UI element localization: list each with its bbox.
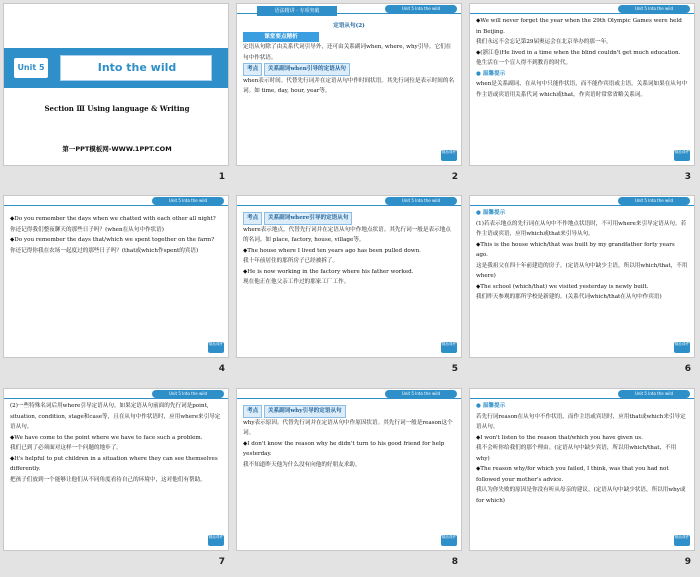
slide-thumb-9[interactable]	[466, 385, 699, 577]
example-line: 我十年前居住的那所房子已经被拆了。	[243, 258, 339, 264]
slide-number: 7	[218, 557, 225, 567]
point-text: when表示时间。代替先行词并在定语从句中作时间状语。其先行词位是表示时间的名词。如 time, day, hour, year等。	[243, 77, 455, 94]
slide-body	[476, 208, 688, 303]
slide-number: 5	[451, 364, 458, 374]
slide-header	[237, 389, 462, 399]
slide-header	[470, 196, 695, 206]
slide-canvas	[469, 388, 695, 551]
example-line: 我不知道昨天他为什么没有向他的好朋友求助。	[243, 461, 361, 468]
point-label: 考点	[243, 212, 262, 225]
example-line: ◆It's helpful to put children in a situation where they can see themselves differently.	[10, 455, 218, 472]
slide-title: Into the wild	[97, 61, 177, 74]
tip-title: ● 温馨提示	[476, 70, 506, 77]
slide-canvas	[236, 195, 462, 358]
point-label: 考点	[243, 405, 262, 418]
slide-thumb-1[interactable]	[0, 0, 233, 192]
tip-title: ● 温馨提示	[476, 210, 506, 216]
example-line: where表示地点。代替先行词并在定语从句中作地点状语。其先行词一般是表示地点的名词。如 place, factory, house, village等。	[243, 226, 451, 243]
badge-icon: 精品课件	[674, 342, 690, 353]
cover-title-box	[60, 55, 212, 81]
kp-bar: 课堂要点精析	[243, 32, 319, 43]
slide-body	[243, 405, 455, 470]
slide-number: 3	[684, 172, 691, 182]
example-line: 这是我祖父在四十年前建造的房子。(定语从句中缺少主语，所以用which/that，不用where)	[476, 262, 688, 279]
example-line: ◆We have come to the point where we have to face such a problem.	[10, 434, 203, 441]
section-tag: 语法精讲 · 专项突破	[257, 6, 337, 16]
example-line: ◆The school (which/that) we visited yesterday is newly built.	[476, 283, 649, 290]
point-title: 关系副词where引导的定语从句	[264, 212, 352, 225]
example-line: 若先行词reason在从句中不作状语，而作主语或宾语时，应用that或which来引导定语从句。	[476, 413, 686, 430]
example-line: why表示原因。代替先行词并在定语从句中作原因状语。其先行词一般是reason这个词。	[243, 419, 453, 436]
slide-canvas	[236, 3, 462, 166]
example-line: 你还记得我们整夜聊天的那些日子吗？(when在从句中作状语)	[10, 226, 164, 233]
slide-thumb-6[interactable]	[466, 192, 699, 384]
slide-header	[4, 196, 229, 206]
slide-canvas	[236, 388, 462, 551]
slide-number: 2	[451, 172, 458, 182]
example-line: 我认为你失败的原因是你没有听从母亲的建议。(定语从句中缺少状语，所以用why或for which)	[476, 487, 686, 504]
slide-thumb-8[interactable]	[233, 385, 466, 577]
slide-thumb-2[interactable]	[233, 0, 466, 192]
example-line: ◆Do you remember the days that/which we spent together on the farm?	[10, 237, 215, 243]
site-text: 第一PPT模板网-WWW.1PPT.COM	[62, 145, 172, 153]
example-line: (2)一些特殊名词后用where引导定语从句。如果定语从句前面的先行词是point, situation, condition, stage和case等，且在从句中作状语时，应用where来引导定语从句。	[10, 403, 221, 430]
example-line: ◆We will never forget the year when the 29th Olympic Games were held in Beijing.	[476, 18, 682, 35]
slide-canvas	[3, 195, 229, 358]
slide-body	[10, 214, 222, 256]
example-line: ◆I won't listen to the reason that/which you have given us.	[476, 434, 643, 441]
badge-icon: 精品课件	[441, 535, 457, 546]
slide-thumb-5[interactable]	[233, 192, 466, 384]
example-line: ◆(浙江卷)He lived in a time when the blind couldn't get much education.	[476, 49, 681, 56]
slide-thumb-4[interactable]	[0, 192, 233, 384]
slide-header	[237, 4, 462, 14]
example-line: 我们昨天参观的那所学校是新建的。(关系代词which/that在从句中作宾语)	[476, 294, 662, 300]
unit-tag: Unit 5 Into the wild	[152, 390, 224, 398]
badge-icon: 精品课件	[208, 535, 224, 546]
badge-icon: 精品课件	[441, 342, 457, 353]
example-line: 他生活在一个盲人得不到教育的时代。	[476, 60, 572, 66]
badge-icon: 精品课件	[674, 535, 690, 546]
badge-icon: 精品课件	[208, 342, 224, 353]
example-line: 我不会听你给我们的那个理由。(定语从句中缺少宾语，所以用which/that，不用why)	[476, 445, 677, 462]
slide-body	[476, 401, 688, 506]
section-subtitle: Section Ⅲ Using language & Writing	[44, 104, 190, 113]
slide-thumb-7[interactable]	[0, 385, 233, 577]
slide-number: 1	[218, 172, 225, 182]
slide-canvas	[3, 388, 229, 551]
example-line: 现在他正在他父亲工作过的那家工厂工作。	[243, 279, 350, 285]
slide-number: 8	[451, 557, 458, 567]
point-title: 关系副词when引导的定语从句	[264, 63, 350, 76]
kp-title: 定语从句(2)	[333, 23, 365, 29]
slide-body	[243, 21, 455, 97]
example-line: 把孩子们放到一个能够让他们从不同角度看待自己的环境中，这对他们有帮助。	[10, 476, 206, 483]
unit-label: Unit 5	[14, 58, 48, 78]
point-title: 关系副词why引导的定语从句	[264, 405, 346, 418]
slide-canvas	[469, 195, 695, 358]
example-line: ◆This is the house which/that was built by my grandfather forty years ago.	[476, 241, 675, 258]
slide-header	[470, 389, 695, 399]
slide-canvas	[469, 3, 695, 166]
badge-icon: 精品课件	[441, 150, 457, 161]
badge-icon: 精品课件	[674, 150, 690, 161]
slide-number: 6	[684, 364, 691, 374]
example-line: ◆The reason why/for which you failed, I think, was that you had not followed your mother's advice.	[476, 466, 669, 483]
example-line: 我们已到了必须面对这样一个问题的地步了。	[10, 445, 122, 451]
unit-tag: Unit 5 Into the wild	[618, 390, 690, 398]
slide-number: 4	[218, 364, 225, 374]
slide-body	[10, 401, 222, 485]
slide-number: 9	[684, 557, 691, 567]
tip-title: ● 温馨提示	[476, 403, 506, 409]
unit-tag: Unit 5 Into the wild	[618, 5, 690, 13]
slide-canvas	[3, 3, 229, 166]
slide-header	[237, 196, 462, 206]
example-line: 我们永远不会忘记第29届奥运会在北京举办的那一年。	[476, 39, 612, 45]
tip-text: when是关系副词，在从句中只能作状语，而不能作宾语或主语。关系词如果在从句中作主语或宾语用关系代词 which或that。作宾语时常常省略关系词。	[476, 81, 688, 98]
slide-body	[243, 212, 455, 288]
unit-tag: Unit 5 Into the wild	[385, 197, 457, 205]
unit-tag: Unit 5 Into the wild	[385, 5, 457, 13]
slide-header	[4, 389, 229, 399]
example-line: ◆He is now working in the factory where his father worked.	[243, 268, 414, 275]
point-label: 考点	[243, 63, 262, 76]
slide-header	[470, 4, 695, 14]
example-line: ◆The house where I lived ten years ago has been pulled down.	[243, 247, 421, 254]
intro-text: 定语从句除了由关系代词引导外，还可由关系副词when, where, why引导。它们在句中作状语。	[243, 44, 452, 61]
unit-tag: Unit 5 Into the wild	[152, 197, 224, 205]
slide-body	[476, 16, 688, 100]
example-line: ◆I don't know the reason why he didn't turn to his good friend for help yesterday.	[243, 440, 445, 457]
example-line: (1)若表示地点的先行词在从句中不作地点状语时，不可用where来引导定语从句。若作主语或宾语，应用which或that来引导从句。	[476, 220, 687, 237]
unit-tag: Unit 5 Into the wild	[618, 197, 690, 205]
example-line: 你还记得你我在农场一起度过的那些日子吗？(that或which作spent的宾语)	[10, 247, 199, 254]
example-line: ◆Do you remember the days when we chatted with each other all night?	[10, 216, 216, 222]
unit-tag: Unit 5 Into the wild	[385, 390, 457, 398]
slide-thumb-3[interactable]	[466, 0, 699, 192]
cover-band	[4, 48, 229, 88]
